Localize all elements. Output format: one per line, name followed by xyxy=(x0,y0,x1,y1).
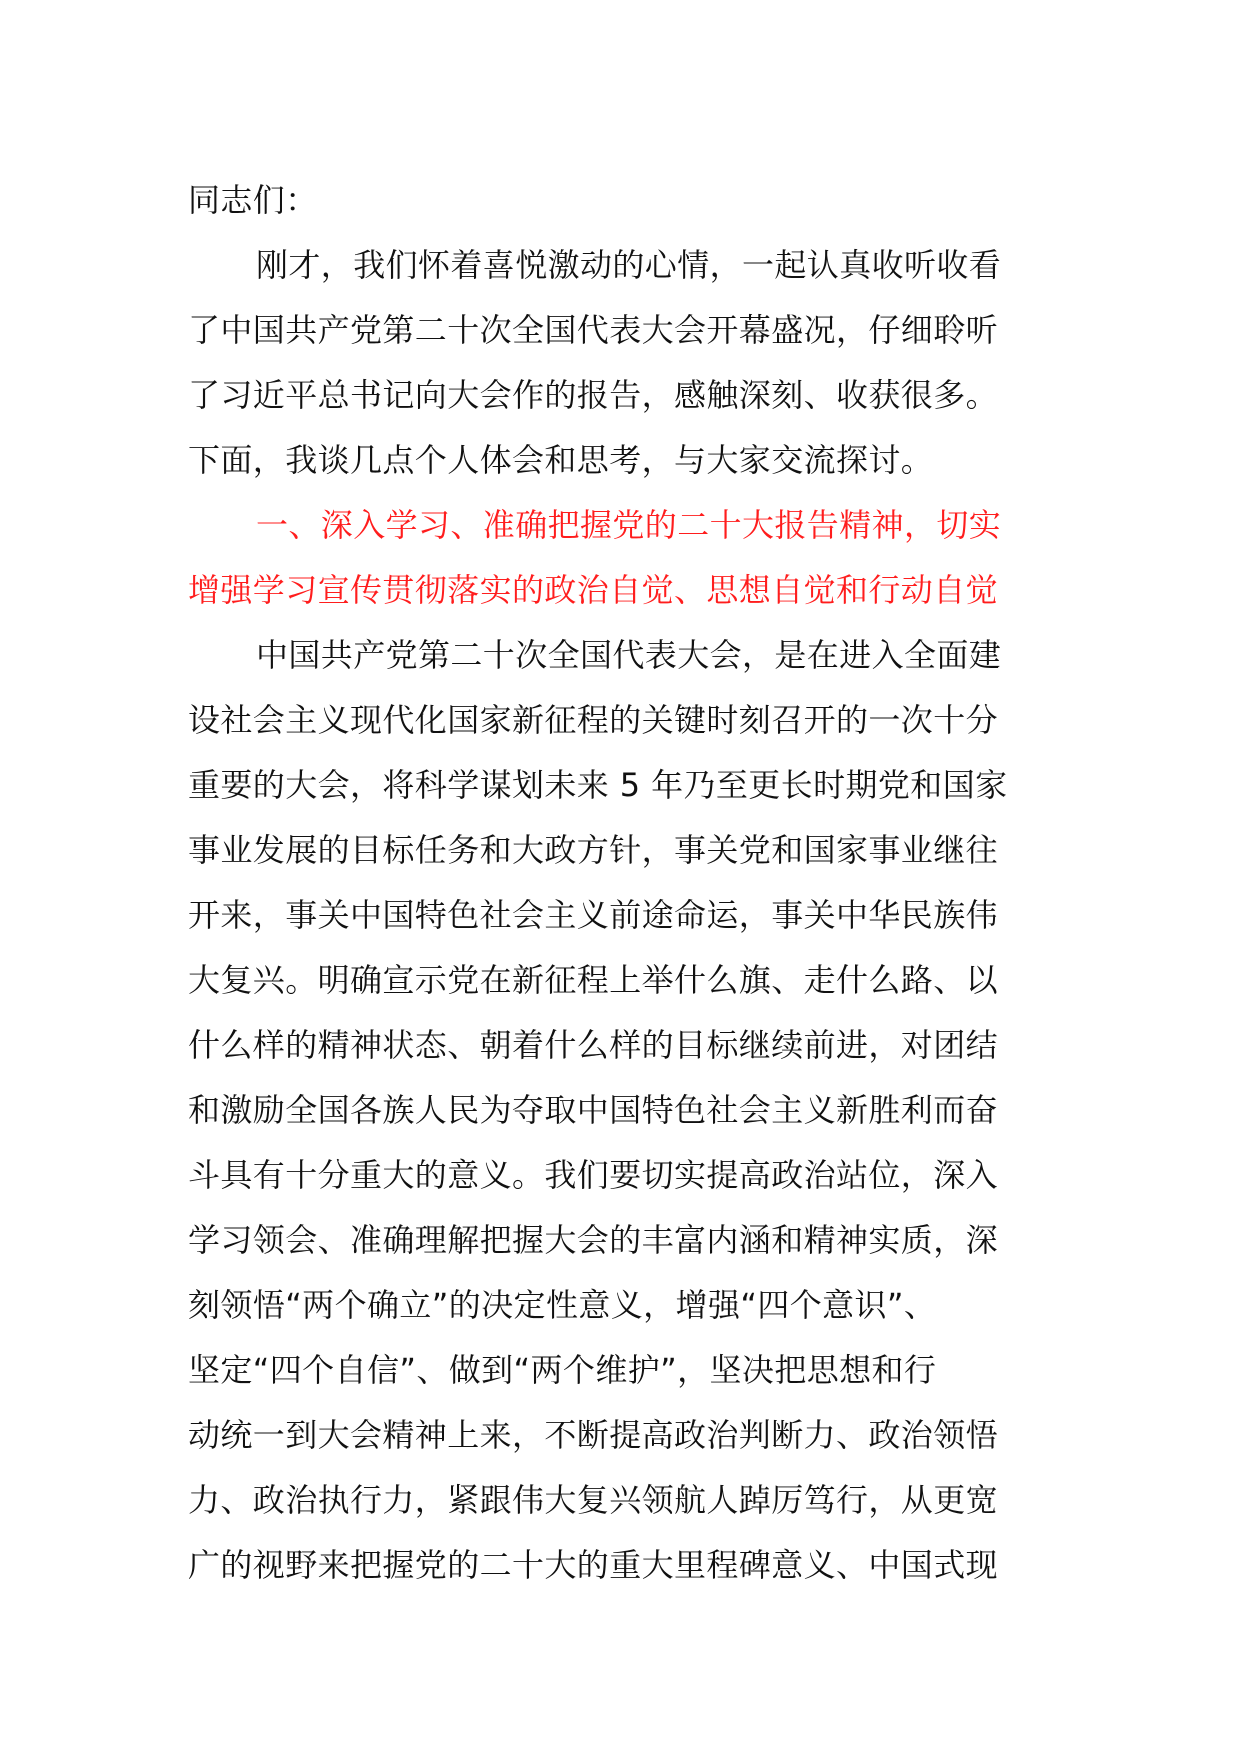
intro-line: 刚才，我们怀着喜悦激动的心情，一起认真收听收看 xyxy=(256,246,1002,284)
body-line: 大复兴。明确宣示党在新征程上举什么旗、走什么路、以 xyxy=(188,961,999,999)
body-line: 设社会主义现代化国家新征程的关键时刻召开的一次十分 xyxy=(188,701,999,739)
intro-line: 了习近平总书记向大会作的报告，感触深刻、收获很多。 xyxy=(188,376,999,414)
body-line: 事业发展的目标任务和大政方针，事关党和国家事业继往 xyxy=(188,831,999,869)
document-body xyxy=(188,168,1028,1598)
heading-line: 增强学习宣传贯彻落实的政治自觉、思想自觉和行动自觉 xyxy=(188,571,999,609)
body-line: 刻领悟“两个确立”的决定性意义，增强“四个意识”、 xyxy=(188,1286,937,1324)
body-line: 力、政治执行力，紧跟伟大复兴领航人踔厉笃行，从更宽 xyxy=(188,1481,999,1519)
body-line: 坚定“四个自信”、做到“两个维护”，坚决把思想和行 xyxy=(188,1351,937,1389)
intro-line: 了中国共产党第二十次全国代表大会开幕盛况，仔细聆听 xyxy=(188,311,999,349)
body-line: 重要的大会，将科学谋划未来 5 年乃至更长时期党和国家 xyxy=(188,766,1008,804)
body-line: 中国共产党第二十次全国代表大会，是在进入全面建 xyxy=(256,636,1002,674)
heading-line: 一、深入学习、准确把握党的二十大报告精神，切实 xyxy=(256,506,1002,544)
body-line: 什么样的精神状态、朝着什么样的目标继续前进，对团结 xyxy=(188,1026,999,1064)
salutation: 同志们： xyxy=(188,181,318,219)
body-line: 开来，事关中国特色社会主义前途命运，事关中华民族伟 xyxy=(188,896,999,934)
body-line: 斗具有十分重大的意义。我们要切实提高政治站位，深入 xyxy=(188,1156,999,1194)
body-line: 动统一到大会精神上来，不断提高政治判断力、政治领悟 xyxy=(188,1416,999,1454)
intro-line: 下面，我谈几点个人体会和思考，与大家交流探讨。 xyxy=(188,441,934,479)
body-line: 学习领会、准确理解把握大会的丰富内涵和精神实质，深 xyxy=(188,1221,999,1259)
section-paragraph xyxy=(188,623,1028,1598)
body-line: 广的视野来把握党的二十大的重大里程碑意义、中国式现 xyxy=(188,1546,999,1584)
body-line: 和激励全国各族人民为夺取中国特色社会主义新胜利而奋 xyxy=(188,1091,999,1129)
intro-paragraph xyxy=(188,233,1028,493)
section-heading xyxy=(188,493,1028,623)
